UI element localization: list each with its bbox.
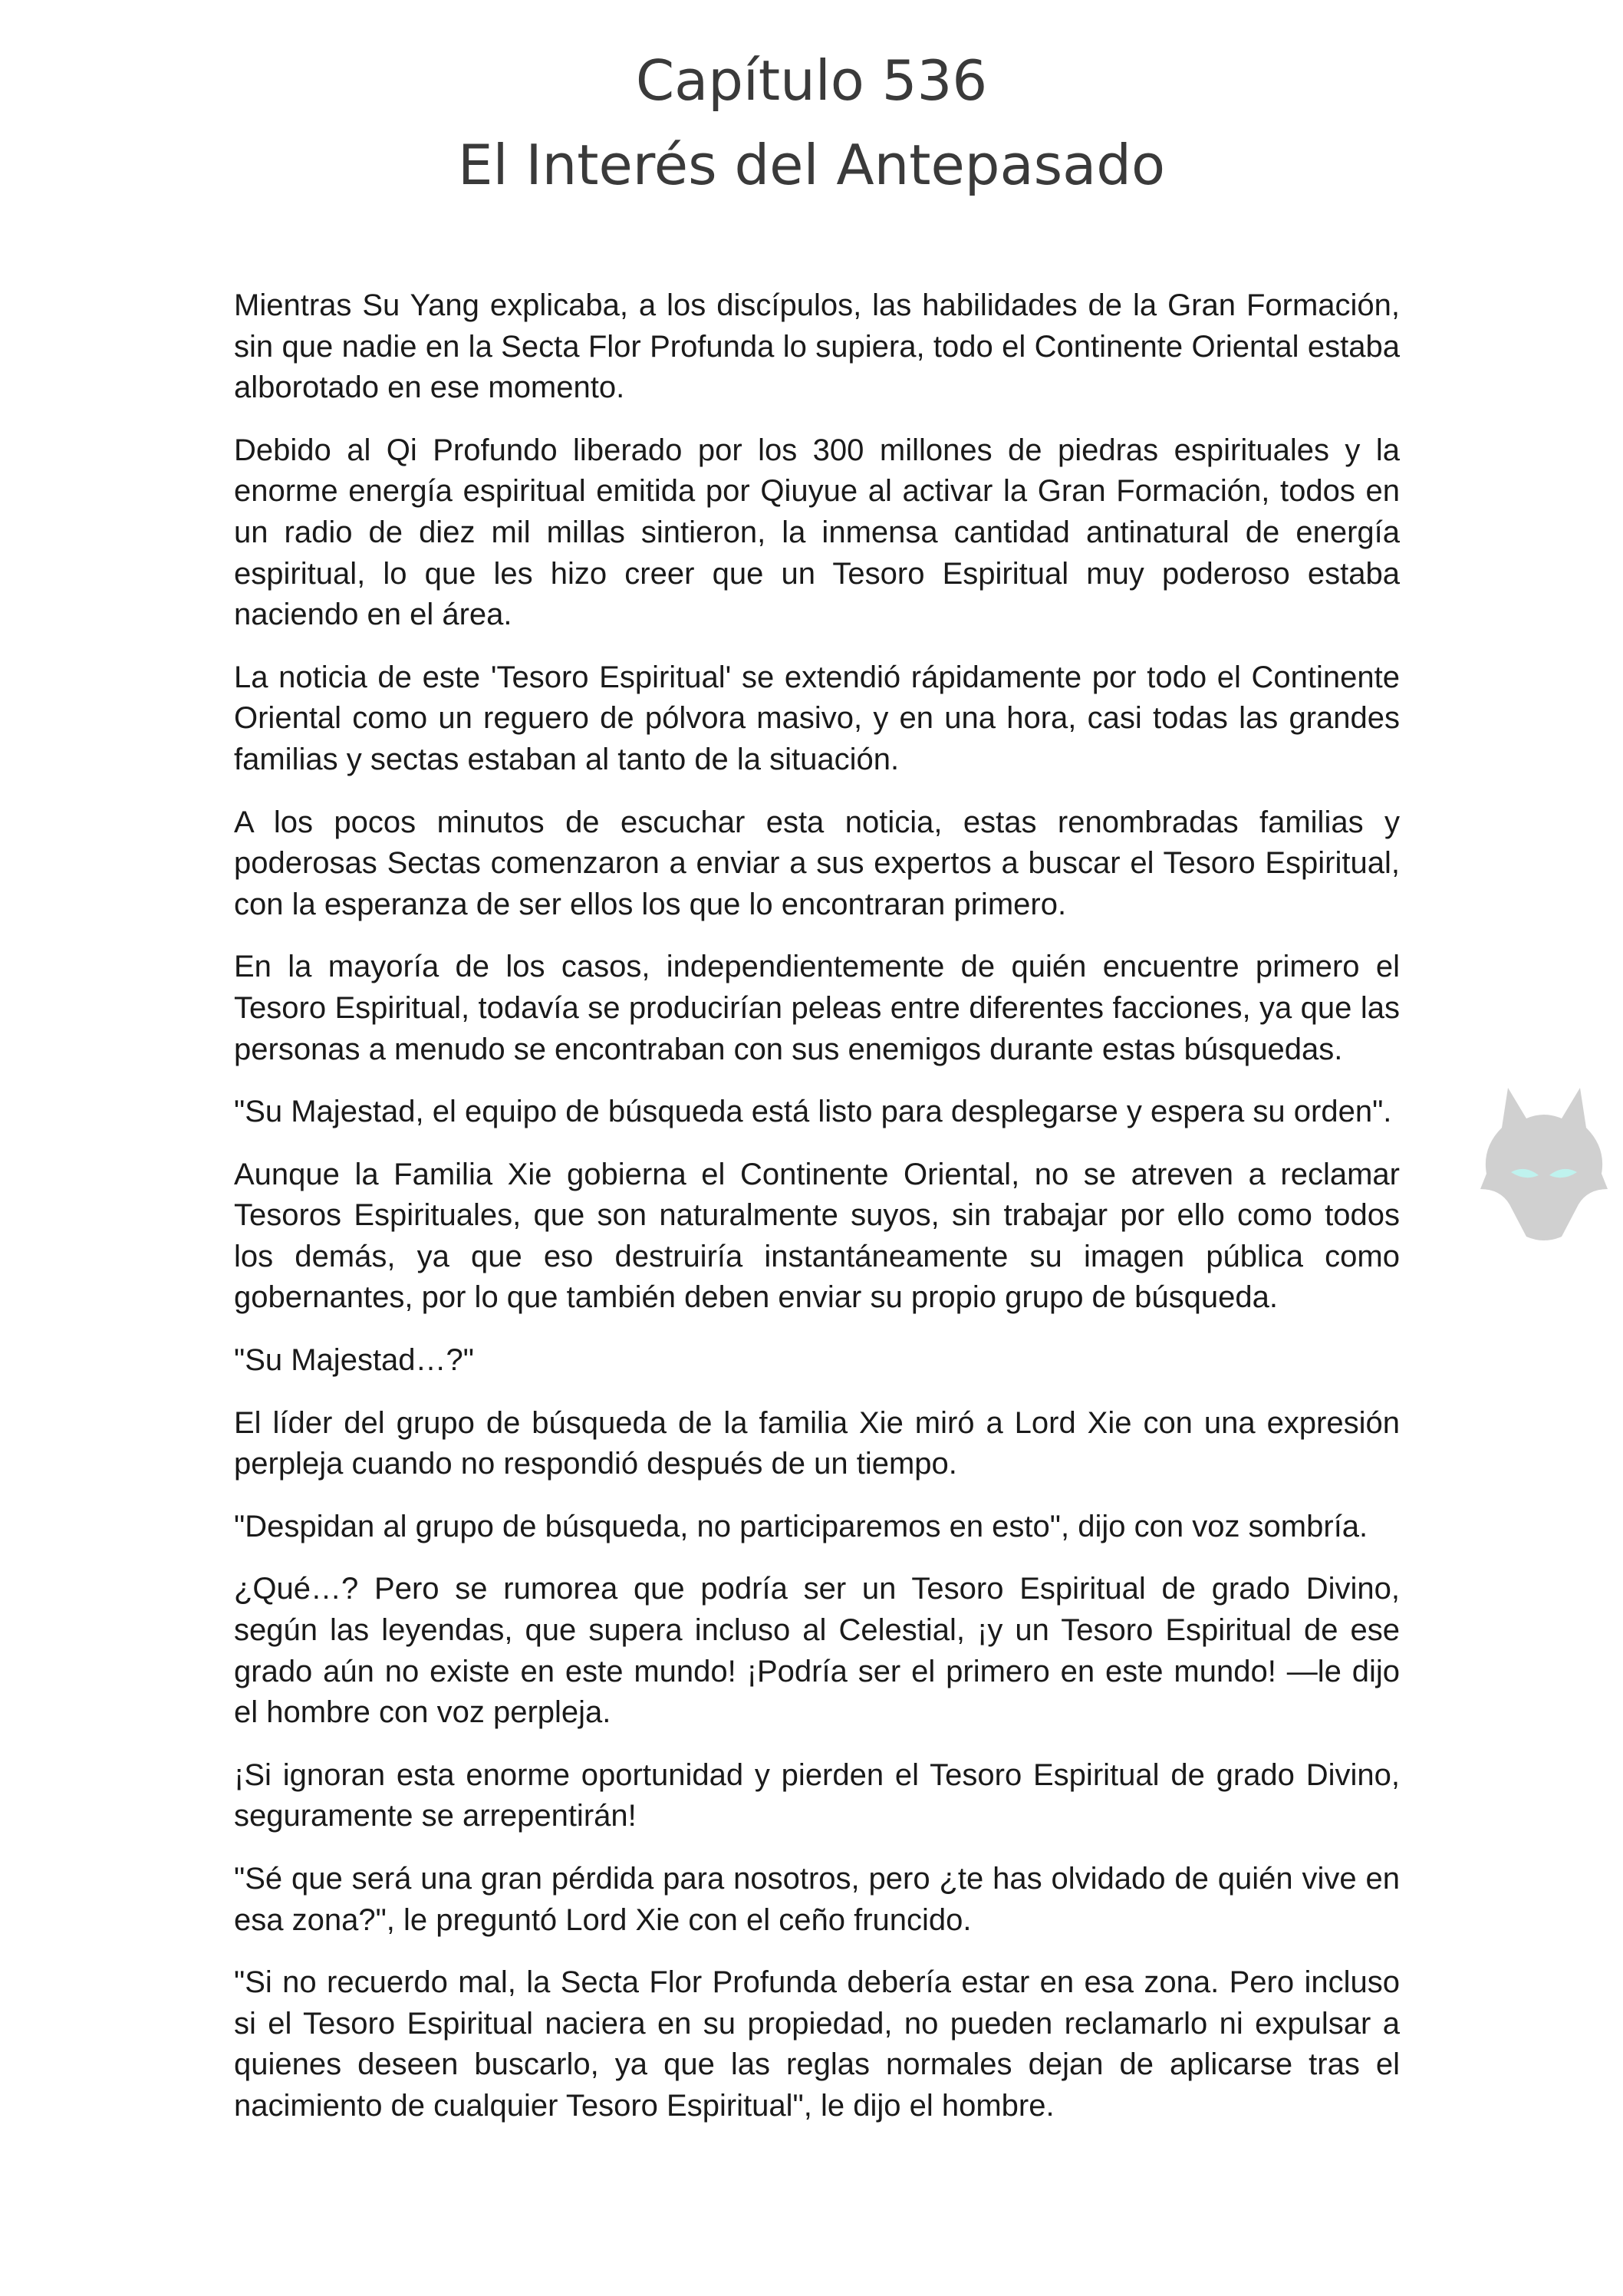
paragraph: "Sé que será una gran pérdida para nosotros, pero ¿te has olvidado de quién vive en esa zona?", le preguntó Lord Xie con el ceño fruncido. <box>234 1862 1400 1937</box>
paragraph: Aunque la Familia Xie gobierna el Continente Oriental, no se atreven a reclamar Tesoros Espirituales, que son naturalmente suyos, sin trabajar por ello como todos los demás, ya que eso destruiría instantáneamente su imagen pública como gobernantes, por lo que también deben enviar su propio grupo de búsqueda. <box>234 1157 1400 1315</box>
paragraph: Mientras Su Yang explicaba, a los discípulos, las habilidades de la Gran Formación, sin que nadie en la Secta Flor Profunda lo supiera, todo el Continente Oriental estaba alborotado en ese momento. <box>234 288 1400 405</box>
chapter-header <box>0 38 1623 207</box>
paragraph: "Su Majestad, el equipo de búsqueda está listo para desplegarse y espera su orden". <box>234 1095 1392 1129</box>
paragraph: La noticia de este 'Tesoro Espiritual' se extendió rápidamente por todo el Continente Oriental como un reguero de pólvora masivo, y en una hora, casi todas las grandes familias y sectas estaban al tanto de la situación. <box>234 660 1400 776</box>
demon-head-svg <box>1471 1074 1617 1243</box>
demon-head-shape <box>1480 1088 1608 1240</box>
chapter-number: Capítulo 536 <box>635 48 988 113</box>
paragraph: El líder del grupo de búsqueda de la familia Xie miró a Lord Xie con una expresión perpleja cuando no respondió después de un tiempo. <box>234 1405 1400 1481</box>
paragraph: "Si no recuerdo mal, la Secta Flor Profunda debería estar en esa zona. Pero incluso si el Tesoro Espiritual naciera en su propiedad, no pueden reclamarlo ni expulsar a quienes deseen buscarlo, ya que las reglas normales dejan de aplicarse tras el nacimiento de cualquier Tesoro Espiritual", le dijo el hombre. <box>234 1965 1400 2123</box>
chapter-body <box>234 285 1400 2149</box>
paragraph: ¿Qué…? Pero se rumorea que podría ser un Tesoro Espiritual de grado Divino, según las leyendas, que supera incluso al Celestial, ¡y un Tesoro Espiritual de ese grado aún no existe en este mundo! ¡Podría ser el primero en este mundo! —le dijo el hombre con voz perpleja. <box>234 1572 1400 1730</box>
paragraph: ¡Si ignoran esta enorme oportunidad y pierden el Tesoro Espiritual de grado Divino, seguramente se arrepentirán! <box>234 1757 1400 1833</box>
chapter-title: El Interés del Antepasado <box>457 133 1165 197</box>
paragraph: En la mayoría de los casos, independientemente de quién encuentre primero el Tesoro Espiritual, todavía se producirían peleas entre diferentes facciones, ya que las personas a menudo se encontraban con sus enemigos durante estas búsquedas. <box>234 950 1400 1066</box>
paragraph: "Su Majestad…?" <box>234 1343 474 1378</box>
paragraph: Debido al Qi Profundo liberado por los 300 millones de piedras espirituales y la enorme energía espiritual emitida por Qiuyue al activar la Gran Formación, todos en un radio de diez mil millas sintieron, la inmensa cantidad antinatural de energía espiritual, lo que les hizo creer que un Tesoro Espiritual muy poderoso estaba naciendo en el área. <box>234 433 1400 632</box>
paragraph: "Despidan al grupo de búsqueda, no participaremos en esto", dijo con voz sombría. <box>234 1509 1368 1543</box>
paragraph: A los pocos minutos de escuchar esta noticia, estas renombradas familias y poderosas Sectas comenzaron a enviar a sus expertos a buscar el Tesoro Espiritual, con la esperanza de ser ellos los que lo encontraran primero. <box>234 805 1400 921</box>
demon-head-icon <box>1471 1074 1617 1243</box>
